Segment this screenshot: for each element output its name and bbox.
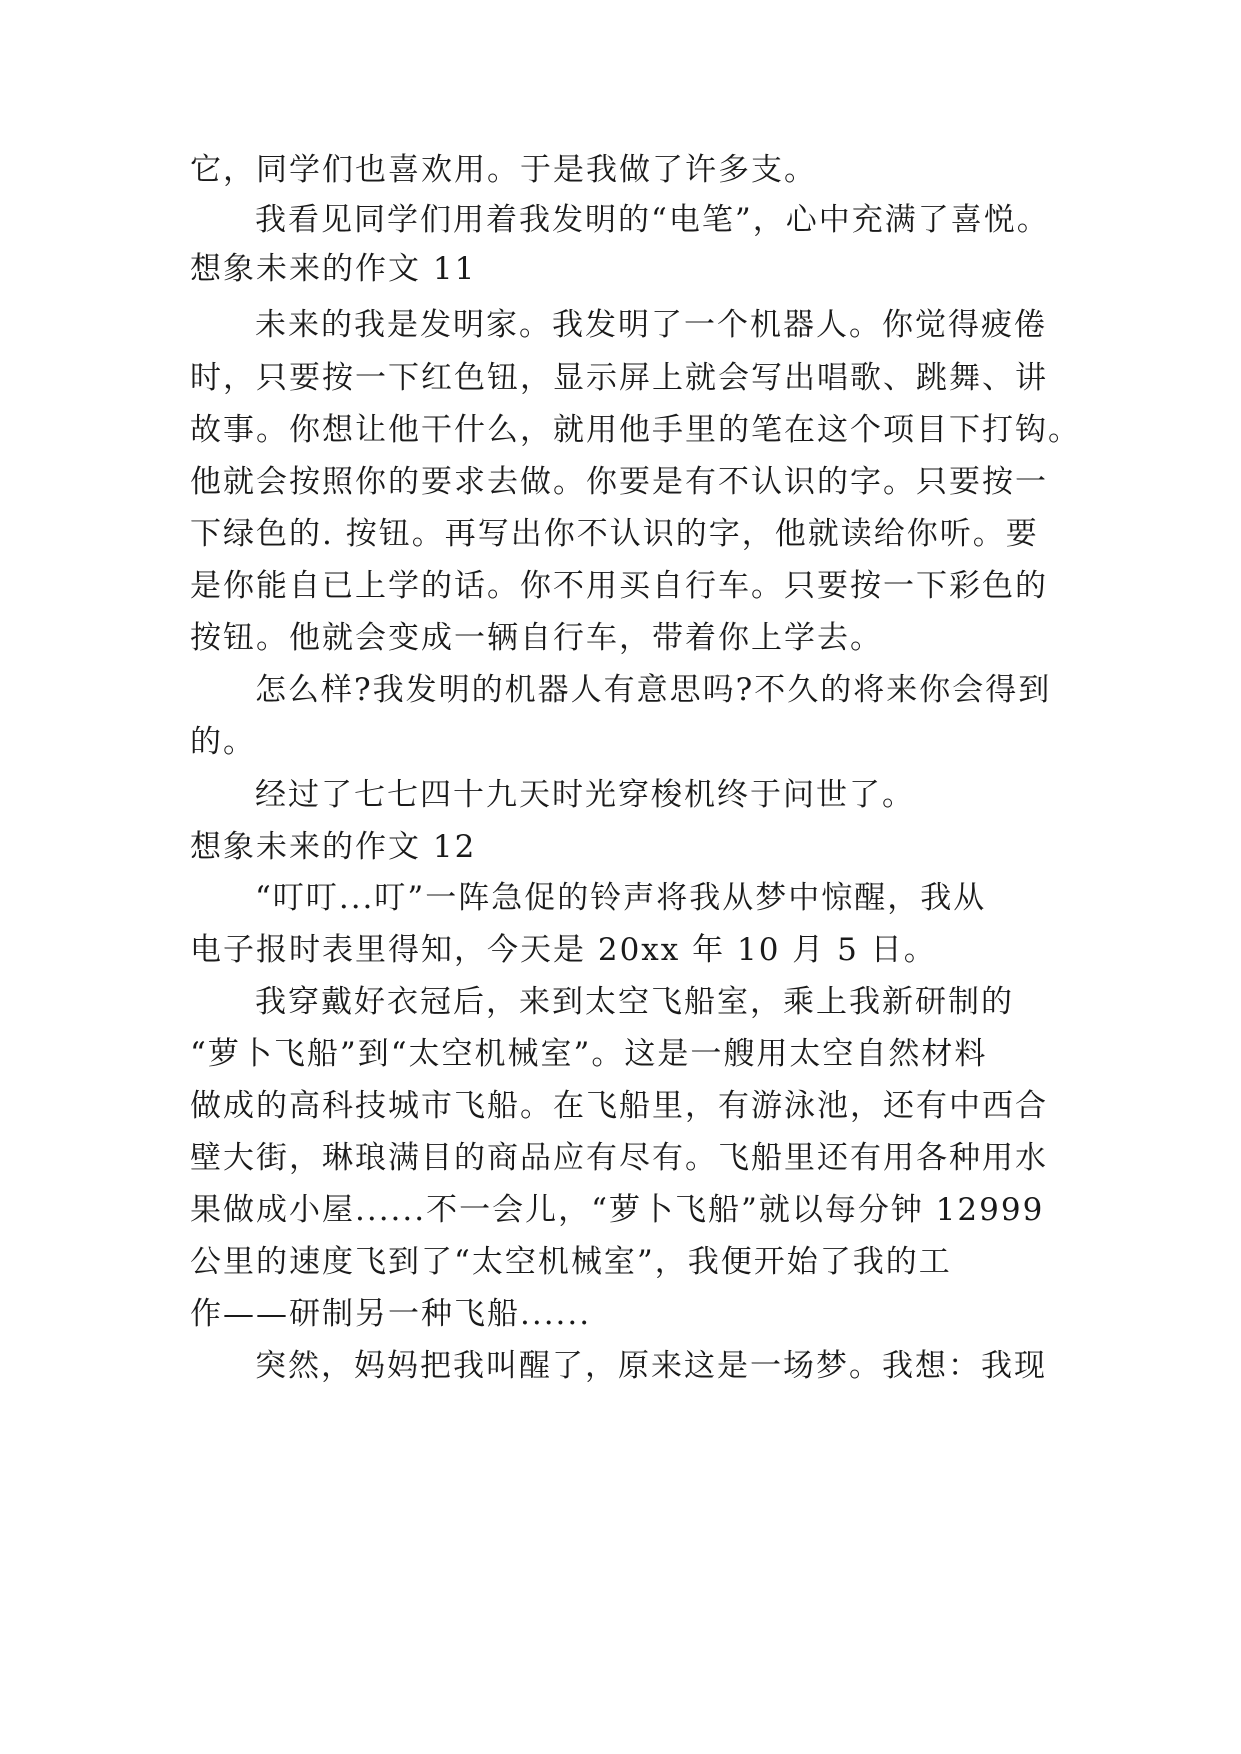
paragraph-line: 做成的高科技城市飞船。在飞船里，有游泳池，还有中西合 <box>190 1088 1048 1124</box>
paragraph-line: 我穿戴好衣冠后，来到太空飞船室，乘上我新研制的 <box>255 984 1014 1020</box>
paragraph-line: “叮叮...叮”一阵急促的铃声将我从梦中惊醒，我从 <box>255 880 987 916</box>
paragraph-line: 他就会按照你的要求去做。你要是有不认识的字。只要按一 <box>190 464 1048 500</box>
paragraph-line: 按钮。他就会变成一辆自行车，带着你上学去。 <box>190 620 883 656</box>
section-heading: 想象未来的作文 11 <box>190 251 477 287</box>
paragraph-line: 怎么样?我发明的机器人有意思吗?不久的将来你会得到 <box>255 672 1052 708</box>
paragraph-line: 作——研制另一种飞船...... <box>190 1296 592 1332</box>
paragraph-line: 是你能自已上学的话。你不用买自行车。只要按一下彩色的 <box>190 568 1048 604</box>
paragraph-line: 果做成小屋......不一会儿，“萝卜飞船”就以每分钟 12999 <box>190 1192 1045 1228</box>
paragraph-line: 经过了七七四十九天时光穿梭机终于问世了。 <box>255 777 915 813</box>
paragraph-line: 未来的我是发明家。我发明了一个机器人。你觉得疲倦 <box>255 307 1047 343</box>
paragraph-line: 时，只要按一下红色钮，显示屏上就会写出唱歌、跳舞、讲 <box>190 360 1048 396</box>
paragraph-line: 故事。你想让他干什么，就用他手里的笔在这个项目下打钩。 <box>190 412 1081 448</box>
paragraph-line: 公里的速度飞到了“太空机械室”，我便开始了我的工 <box>190 1244 952 1280</box>
paragraph-line: “萝卜飞船”到“太空机械室”。这是一艘用太空自然材料 <box>190 1036 988 1072</box>
paragraph-line: 下绿色的. 按钮。再写出你不认识的字，他就读给你听。要 <box>190 516 1039 552</box>
paragraph-line: 壁大街，琳琅满目的商品应有尽有。飞船里还有用各种用水 <box>190 1140 1048 1176</box>
section-heading: 想象未来的作文 12 <box>190 829 477 865</box>
paragraph-line: 电子报时表里得知，今天是 20xx 年 10 月 5 日。 <box>190 932 937 968</box>
paragraph-line: 我看见同学们用着我发明的“电笔”，心中充满了喜悦。 <box>255 202 1050 238</box>
paragraph-line: 突然，妈妈把我叫醒了，原来这是一场梦。我想：我现 <box>255 1348 1047 1384</box>
paragraph-line: 它，同学们也喜欢用。于是我做了许多支。 <box>190 152 817 188</box>
paragraph-line: 的。 <box>190 724 256 760</box>
